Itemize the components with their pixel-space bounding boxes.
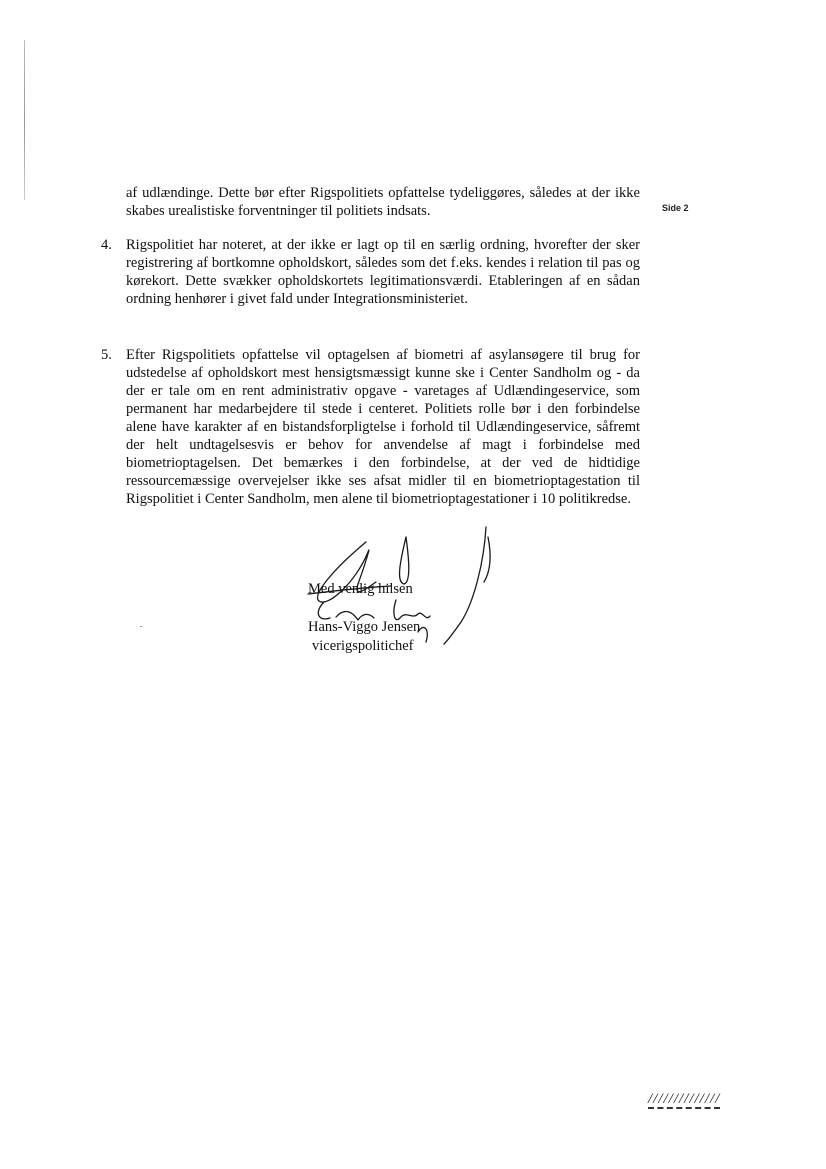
numbered-item: [101, 236, 640, 308]
scan-speck: [140, 626, 142, 627]
footer-tally-marks: //////////////: [648, 1091, 721, 1107]
signatory-title: vicerigspolitichef: [312, 638, 414, 654]
item-number: 4.: [101, 237, 112, 253]
handwritten-signature: [296, 522, 496, 662]
item-number: 5.: [101, 347, 112, 363]
closing-greeting: Med venlig hilsen: [308, 581, 413, 597]
item-text: Rigspolitiet har noteret, at der ikke er lagt op til en særlig ordning, hvorefter der sker registrering af bortkomne opholdskort, således som det f.eks. kendes i relation til pas og kørekort. Dette svækker opholdskortets legitimationsværdi. Etableringen af en sådan ordning henhører i givet fald under Integrationsministeriet.: [126, 237, 640, 307]
scan-edge-line: [24, 40, 25, 200]
item-text: Efter Rigspolitiets opfattelse vil optagelsen af biometri af asylansøgere til brug for udstedelse af opholdskort mest hensigtsmæssigt kunne ske i Center Sandholm og - da der er tale om en rent administrativ opgave - varetages af Udlændingeservice, som permanent har medarbejdere til stede i centeret. Politiets rolle bør i den forbindelse alene have karakter af en bistandsforpligtelse i forhold til Udlændingeservice, såfremt der helt undtagelsesvis er behov for anvendelse af magt i forbindelse med biometrioptagelsen. Det bemærkes i den forbindelse, at der ved de hidtidige ressourcemæssige overvejelser ikke ses afsat midler til en biometrioptagestation til Rigspolitiet i Center Sandholm, men alene til biometrioptagestationer i 10 politikredse.: [126, 347, 640, 507]
numbered-item: [101, 346, 640, 508]
signatory-name: Hans-Viggo Jensen: [308, 619, 421, 635]
page-number-label: Side 2: [662, 203, 689, 213]
continuation-paragraph: af udlændinge. Dette bør efter Rigspolitiets opfattelse tydeliggøres, således at der ikke skabes urealistiske forventninger til politiets indsats.: [126, 185, 640, 219]
